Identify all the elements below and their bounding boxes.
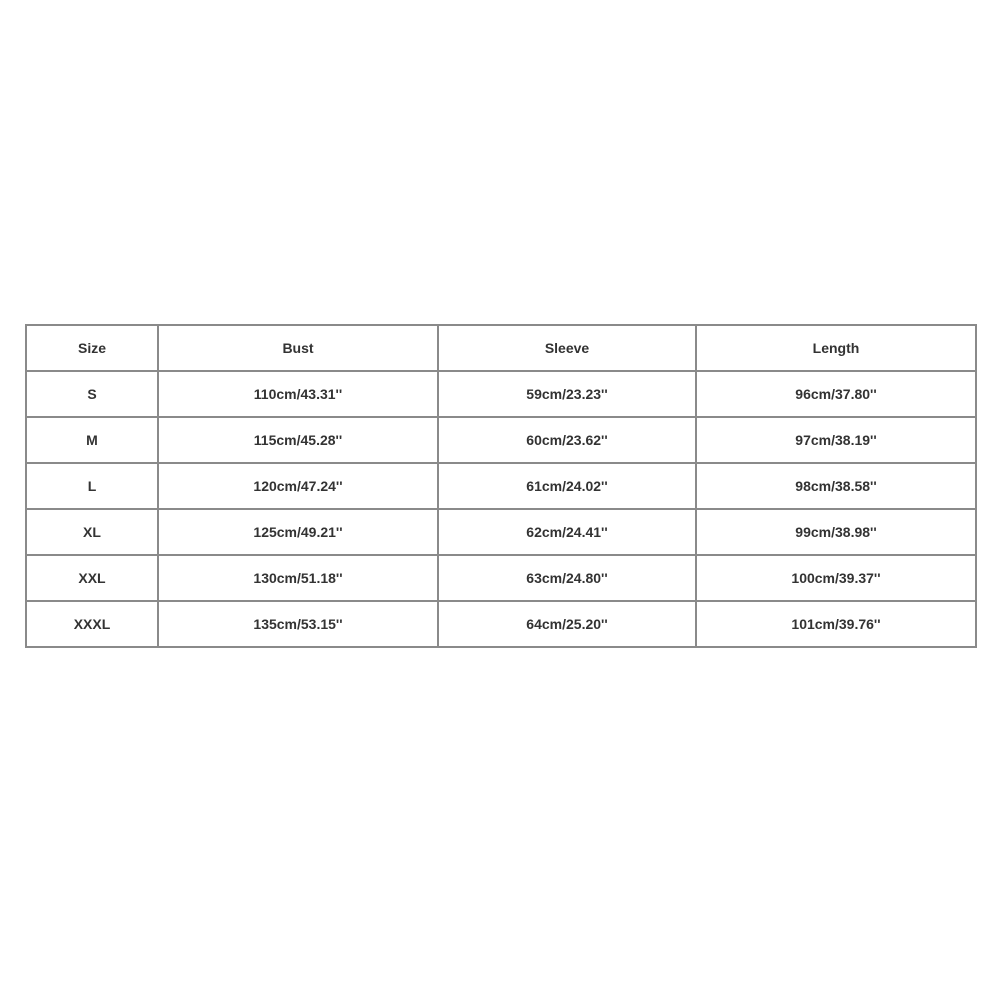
cell-sleeve: 62cm/24.41'' (438, 509, 696, 555)
cell-bust: 135cm/53.15'' (158, 601, 438, 647)
cell-bust: 110cm/43.31'' (158, 371, 438, 417)
cell-length: 98cm/38.58'' (696, 463, 976, 509)
cell-size: S (26, 371, 158, 417)
cell-length: 97cm/38.19'' (696, 417, 976, 463)
cell-size: XL (26, 509, 158, 555)
cell-bust: 130cm/51.18'' (158, 555, 438, 601)
cell-size: L (26, 463, 158, 509)
cell-bust: 115cm/45.28'' (158, 417, 438, 463)
header-row (26, 325, 976, 371)
cell-sleeve: 61cm/24.02'' (438, 463, 696, 509)
cell-length: 100cm/39.37'' (696, 555, 976, 601)
cell-length: 99cm/38.98'' (696, 509, 976, 555)
size-chart-table (25, 324, 977, 648)
table-row (26, 509, 976, 555)
table-row (26, 371, 976, 417)
cell-size: XXL (26, 555, 158, 601)
cell-size: XXXL (26, 601, 158, 647)
cell-length: 101cm/39.76'' (696, 601, 976, 647)
header-size: Size (26, 325, 158, 371)
header-sleeve: Sleeve (438, 325, 696, 371)
cell-bust: 120cm/47.24'' (158, 463, 438, 509)
cell-length: 96cm/37.80'' (696, 371, 976, 417)
table-row (26, 417, 976, 463)
cell-sleeve: 60cm/23.62'' (438, 417, 696, 463)
table-row (26, 601, 976, 647)
header-length: Length (696, 325, 976, 371)
table-row (26, 555, 976, 601)
cell-bust: 125cm/49.21'' (158, 509, 438, 555)
header-bust: Bust (158, 325, 438, 371)
cell-sleeve: 64cm/25.20'' (438, 601, 696, 647)
cell-sleeve: 63cm/24.80'' (438, 555, 696, 601)
cell-sleeve: 59cm/23.23'' (438, 371, 696, 417)
table-row (26, 463, 976, 509)
cell-size: M (26, 417, 158, 463)
